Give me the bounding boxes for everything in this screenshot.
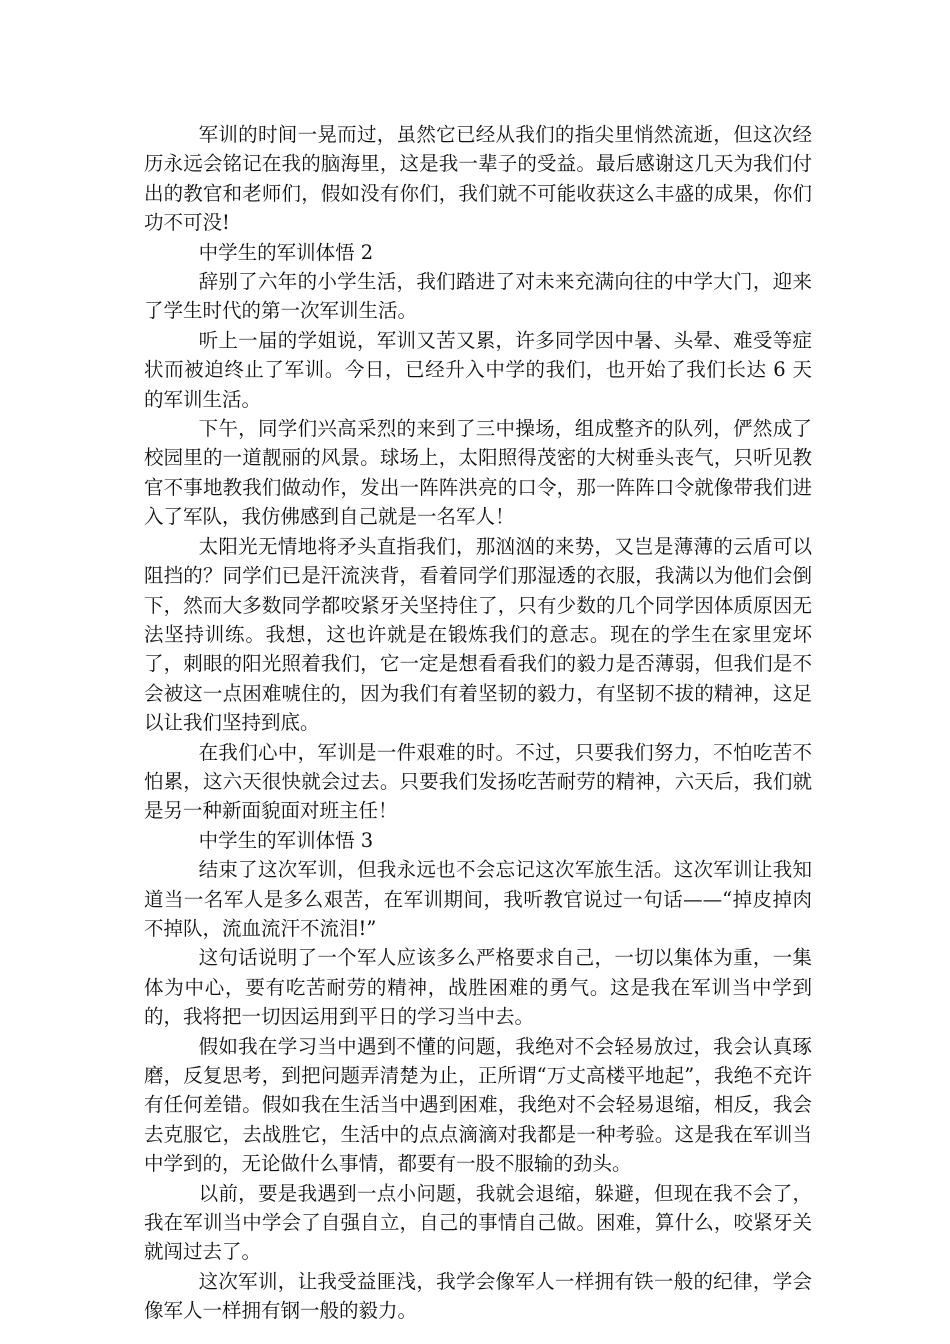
paragraph: 假如我在学习当中遇到不懂的问题，我绝对不会轻易放过，我会认真琢磨，反复思考，到把问题弄清楚为止，正所谓“万丈高楼平地起”，我绝不充许有任何差错。假如我在生活当中遇到困难，我绝对不会轻易退缩，相反，我会去克服它，去战胜它，生活中的点点滴滴对我都是一种考验。这是我在军训当中学到的，无论做什么事情，都要有一股不服输的劲头。 xyxy=(144,1034,812,1176)
paragraph: 这次军训，让我受益匪浅，我学会像军人一样拥有铁一般的纪律，学会像军人一样拥有钢一般的毅力。 xyxy=(144,1269,812,1323)
paragraph: 太阳光无情地将矛头直指我们，那汹汹的来势，又岂是薄薄的云盾可以阻挡的？同学们已是汗流浃背，看着同学们那湿透的衣服，我满以为他们会倒下，然而大多数同学都咬紧牙关坚持住了，只有少数的几个同学因体质原因无法坚持训练。我想，这也许就是在锻炼我们的意志。现在的学生在家里宠坏了，刺眼的阳光照着我们，它一定是想看看我们的毅力是否薄弱，但我们是不会被这一点困难唬住的，因为我们有着坚韧的毅力，有坚韧不拔的精神，这足以让我们坚持到底。 xyxy=(144,534,812,735)
document-body xyxy=(144,120,812,1326)
paragraph: 辞别了六年的小学生活，我们踏进了对未来充满向往的中学大门，迎来了学生时代的第一次军训生活。 xyxy=(144,270,812,323)
paragraph: 在我们心中，军训是一件艰难的时。不过，只要我们努力，不怕吃苦不怕累，这六天很快就会过去。只要我们发扬吃苦耐劳的精神，六天后，我们就是另一种新面貌面对班主任！ xyxy=(144,740,812,823)
paragraph: 军训的时间一晃而过，虽然它已经从我们的指尖里悄然流逝，但这次经历永远会铭记在我的脑海里，这是我一辈子的受益。最后感谢这几天为我们付出的教官和老师们，假如没有你们，我们就不可能收获这么丰盛的成果，你们功不可没! xyxy=(144,123,812,235)
section-heading: 中学生的军训体悟 3 xyxy=(198,828,374,852)
paragraph: 这句话说明了一个军人应该多么严格要求自己，一切以集体为重，一集体为中心，要有吃苦耐劳的精神，战胜困难的勇气。这是我在军训当中学到的，我将把一切因运用到平日的学习当中去。 xyxy=(144,946,812,1029)
paragraph: 听上一届的学姐说，军训又苦又累，许多同学因中暑、头晕、难受等症状而被迫终止了军训。今日，已经升入中学的我们，也开始了我们长达 6 天的军训生活。 xyxy=(144,328,812,411)
paragraph: 结束了这次军训，但我永远也不会忘记这次军旅生活。这次军训让我知道当一名军人是多么艰苦，在军训期间，我听教官说过一句话——“掉皮掉肉不掉队，流血流汗不流泪!” xyxy=(144,858,812,940)
paragraph: 下午，同学们兴高采烈的来到了三中操场，组成整齐的队列，俨然成了校园里的一道靓丽的风景。球场上，太阳照得茂密的大树垂头丧气，只听见教官不事地教我们做动作，发出一阵阵洪亮的口令，那一阵阵口令就像带我们进入了军队，我仿佛感到自己就是一名军人！ xyxy=(144,417,812,529)
section-heading: 中学生的军训体悟 2 xyxy=(198,240,374,264)
paragraph: 以前，要是我遇到一点小问题，我就会退缩，躲避，但现在我不会了，我在军训当中学会了自强自立，自己的事情自己做。困难，算什么，咬紧牙关就闯过去了。 xyxy=(144,1181,812,1264)
